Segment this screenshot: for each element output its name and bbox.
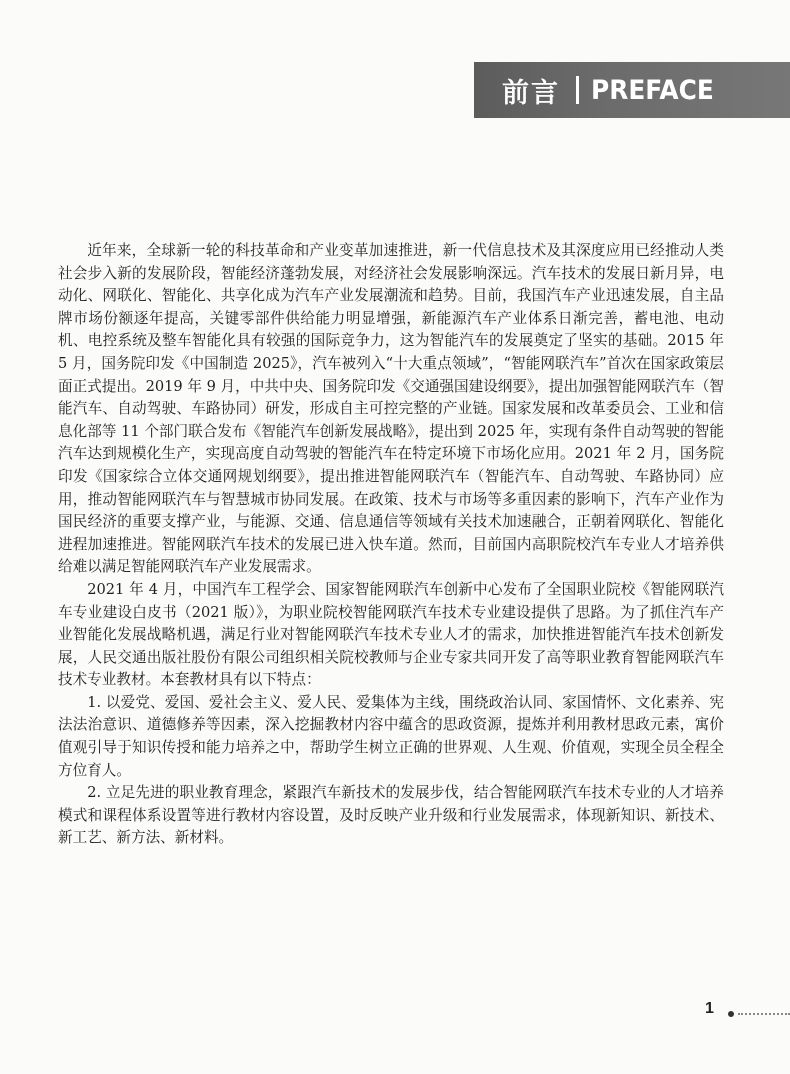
paragraph: 2021 年 4 月，中国汽车工程学会、国家智能网联汽车创新中心发布了全国职业院校《智能网联汽车专业建设白皮书（2021 版）》，为职业院校智能网联汽车技术专业建设提供了思路。为了抓住汽车产业智能化发展战略机遇，满足行业对智能网联汽车技术专业人才的需求，加快推进智能汽车技术创新发展，人民交通出版社股份有限公司组织相关院校教师与企业专家共同开发了高等职业教育智能网联汽车技术专业教材。本套教材具有以下特点： [58, 580, 724, 689]
header-divider [576, 76, 579, 104]
chapter-header [484, 68, 725, 112]
page-number: 1 [705, 1000, 714, 1017]
page-dotted-rule [738, 1013, 790, 1017]
chapter-title-cn: 前言 [502, 77, 560, 109]
preface-body [58, 240, 724, 850]
chapter-title-en: PREFACE [591, 74, 714, 106]
paragraph: 近年来，全球新一轮的科技革命和产业变革加速推进，新一代信息技术及其深度应用已经推动人类社会步入新的发展阶段，智能经济蓬勃发展，对经济社会发展影响深远。汽车技术的发展日新月异，电动化、网联化、智能化、共享化成为汽车产业发展潮流和趋势。目前，我国汽车产业迅速发展，自主品牌市场份额逐年提高，关键零部件供给能力明显增强，新能源汽车产业体系日渐完善，蓄电池、电动机、电控系统及整车智能化具有较强的国际竞争力，这为智能汽车的发展奠定了坚实的基础。2015 年 5 月，国务院印发《中国制造 2025》，汽车被列入“十大重点领域”，“智能网联汽车”首次在国家政策层面正式提出。2019 年 9 月，中共中央、国务院印发《交通强国建设纲要》，提出加强智能网联汽车（智能汽车、自动驾驶、车路协同）研发，形成自主可控完整的产业链。国家发展和改革委员会、工业和信息化部等 11 个部门联合发布《智能汽车创新发展战略》，提出到 2025 年，实现有条件自动驾驶的智能汽车达到规模化生产，实现高度自动驾驶的智能汽车在特定环境下市场化应用。2021 年 2 月，国务院印发《国家综合立体交通网规划纲要》，提出推进智能网联汽车（智能汽车、自动驾驶、车路协同）应用，推动智能网联汽车与智慧城市协同发展。在政策、技术与市场等多重因素的影响下，汽车产业作为国民经济的重要支撑产业，与能源、交通、信息通信等领域有关技术加速融合，正朝着网联化、智能化进程加速推进。智能网联汽车技术的发展已进入快车道。然而，目前国内高职院校汽车专业人才培养供给难以满足智能网联汽车产业发展需求。 [58, 242, 724, 576]
paragraph: 1. 以爱党、爱国、爱社会主义、爱人民、爱集体为主线，围绕政治认同、家国情怀、文化素养、宪法法治意识、道德修养等因素，深入挖掘教材内容中蕴含的思政资源，提炼并利用教材思政元素，寓价值观引导于知识传授和能力培养之中，帮助学生树立正确的世界观、人生观、价值观，实现全员全程全方位育人。 [58, 693, 724, 779]
page-marker-dot [728, 1011, 734, 1017]
paragraph: 2. 立足先进的职业教育理念，紧跟汽车新技术的发展步伐，结合智能网联汽车技术专业的人才培养模式和课程体系设置等进行教材内容设置，及时反映产业升级和行业发展需求，体现新知识、新技术、新工艺、新方法、新材料。 [58, 784, 724, 847]
